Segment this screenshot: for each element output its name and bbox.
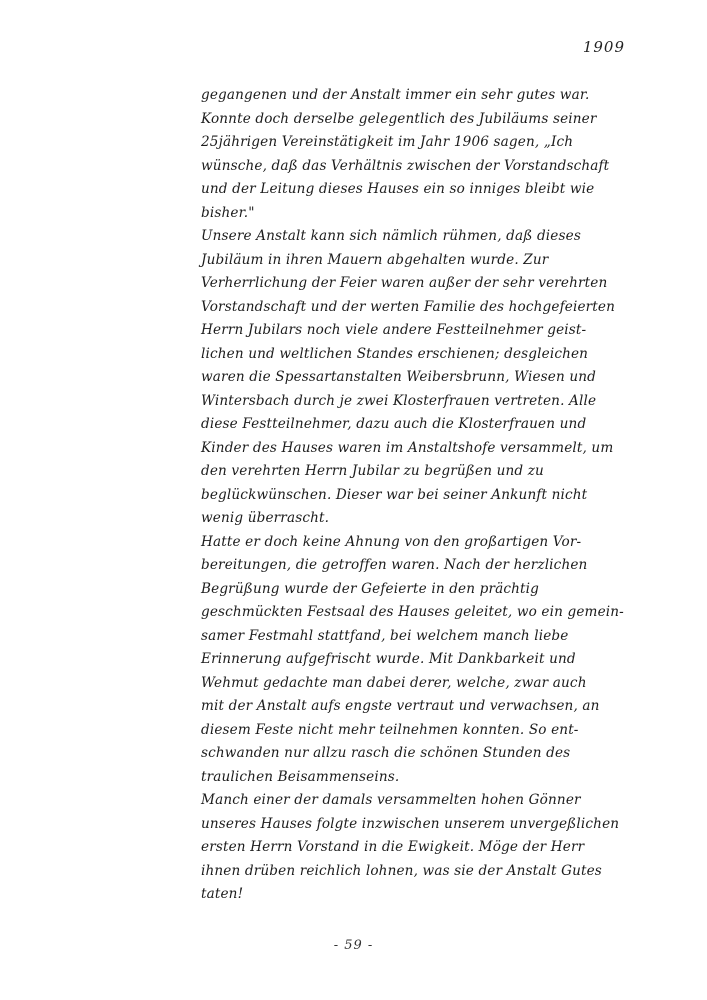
- text-line: Kinder des Hauses waren im Anstaltshofe versammelt, um: [201, 439, 614, 456]
- text-line: Konnte doch derselbe gelegentlich des Jubiläums seiner: [201, 110, 597, 127]
- text-line: Vorstandschaft und der werten Familie des hochgefeierten: [201, 298, 616, 315]
- text-line: und der Leitung dieses Hauses ein so inniges bleibt wie: [201, 181, 595, 197]
- text-line: ersten Herrn Vorstand in die Ewigkeit. Möge der Herr: [201, 839, 585, 855]
- text-line: Herrn Jubilars noch viele andere Festteilnehmer geist-: [201, 322, 587, 338]
- text-line: diese Festteilnehmer, dazu auch die Klosterfrauen und: [201, 416, 587, 432]
- text-line: wenig überrascht.: [201, 510, 330, 526]
- text-line: bereitungen, die getroffen waren. Nach der herzlichen: [201, 557, 588, 573]
- text-line: mit der Anstalt aufs engste vertraut und verwachsen, an: [201, 698, 600, 714]
- text-line: Jubiläum in ihren Mauern abgehalten wurde. Zur: [201, 251, 549, 268]
- text-line: unseres Hauses folgte inzwischen unserem unvergeßlichen: [201, 815, 620, 832]
- text-line: schwanden nur allzu rasch die schönen Stunden des: [201, 745, 571, 761]
- text-line: 25jährigen Vereinstätigkeit im Jahr 1906 sagen, „Ich: [201, 134, 574, 150]
- text-line: Unsere Anstalt kann sich nämlich rühmen, daß dieses: [201, 228, 581, 244]
- text-line: samer Festmahl stattfand, bei welchem manch liebe: [201, 627, 569, 644]
- text-line: taten!: [201, 886, 244, 902]
- text-line: Begrüßung wurde der Gefeierte in den prächtig: [201, 580, 540, 597]
- text-line: Verherrlichung der Feier waren außer der sehr verehrten: [201, 275, 608, 291]
- text-line: diesem Feste nicht mehr teilnehmen konnten. So ent-: [201, 721, 579, 738]
- handwritten-body-text: [201, 84, 631, 907]
- text-line: waren die Spessartanstalten Weibersbrunn, Wiesen und: [201, 369, 597, 385]
- text-line: lichen und weltlichen Standes erschienen; desgleichen: [201, 345, 589, 362]
- text-line: den verehrten Herrn Jubilar zu begrüßen und zu: [201, 463, 544, 479]
- page-year: 1909: [582, 38, 625, 56]
- text-line: wünsche, daß das Verhältnis zwischen der Vorstandschaft: [201, 157, 610, 174]
- text-line: beglückwünschen. Dieser war bei seiner Ankunft nicht: [201, 486, 588, 503]
- text-line: bisher.": [201, 204, 255, 221]
- page-number: - 59 -: [333, 938, 374, 953]
- text-line: Wehmut gedachte man dabei derer, welche, zwar auch: [201, 674, 587, 691]
- text-line: ihnen drüben reichlich lohnen, was sie der Anstalt Gutes: [201, 862, 602, 879]
- text-line: Hatte er doch keine Ahnung von den großartigen Vor-: [201, 533, 582, 550]
- text-line: gegangenen und der Anstalt immer ein sehr gutes war.: [201, 87, 590, 103]
- text-line: traulichen Beisammenseins.: [201, 768, 400, 785]
- text-line: Erinnerung aufgefrischt wurde. Mit Dankbarkeit und: [201, 651, 576, 667]
- text-line: Manch einer der damals versammelten hohen Gönner: [201, 792, 581, 808]
- text-line: Wintersbach durch je zwei Klosterfrauen vertreten. Alle: [201, 392, 597, 409]
- text-line: geschmückten Festsaal des Hauses geleitet, wo ein gemein-: [201, 604, 624, 620]
